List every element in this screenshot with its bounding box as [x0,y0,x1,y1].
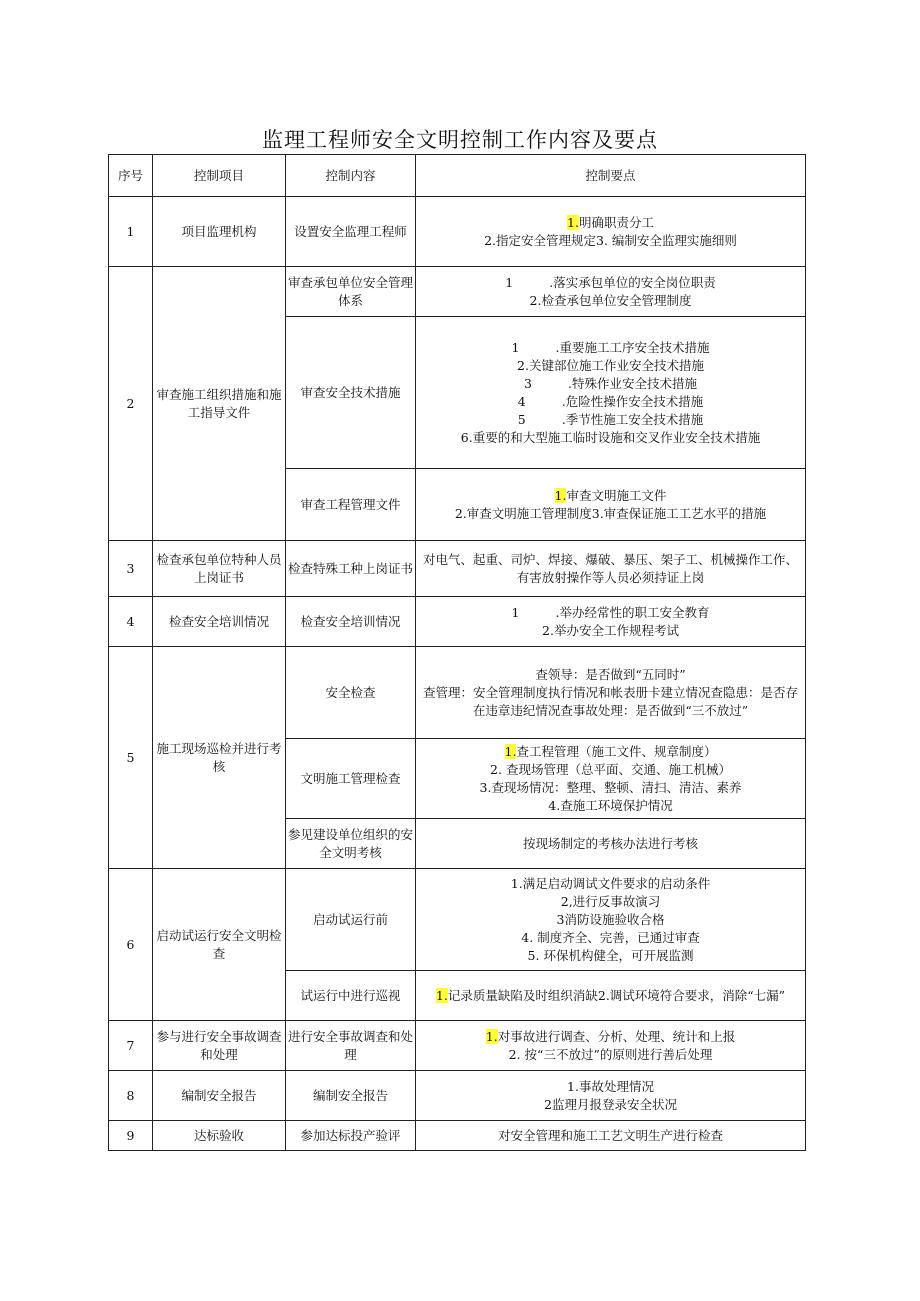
point-line [418,622,803,640]
point-number: 1. [435,987,448,1003]
control-content: 编制安全报告 [286,1071,416,1121]
point-text: 3消防设施验收合格 [556,911,665,927]
point-text: .重要施工工序安全技术措施 [555,339,710,355]
point-number: 1 [511,339,520,355]
control-points [416,469,806,541]
control-points [416,869,806,971]
point-text: 2.审查文明施工管理制度3.审查保证施工工艺水平的措施 [454,505,767,521]
point-line [418,551,803,587]
control-points [416,597,806,647]
point-line [418,797,803,815]
control-item: 项目监理机构 [153,197,286,267]
point-number: 1. [554,487,567,503]
point-text: 按现场制定的考核办法进行考核 [522,835,698,851]
row-number: 8 [109,1071,153,1121]
control-content: 文明施工管理检查 [286,739,416,819]
point-line [418,505,803,523]
control-points [416,1121,806,1151]
point-text: 明确职责分工 [578,214,654,230]
table-header-row [109,155,806,197]
point-number: 1. [567,214,579,230]
control-item: 启动试运行安全文明检查 [153,869,286,1021]
table-row [109,267,806,317]
point-line [418,232,803,250]
control-item: 施工现场巡检并进行考核 [153,647,286,869]
row-number: 1 [109,197,153,267]
point-text: 1.满足启动调试文件要求的启动条件 [510,875,711,891]
row-number: 2 [109,267,153,541]
point-text: 记录质量缺陷及时组织消缺2.调试环境符合要求，消除“七漏” [447,987,786,1003]
point-line [418,835,803,853]
point-text: 2.举办安全工作规程考试 [542,622,679,638]
point-line [418,743,803,761]
point-number: 1 [505,274,514,290]
control-item: 达标验收 [153,1121,286,1151]
point-number: 1 [511,604,520,620]
point-line [418,411,803,429]
control-item: 编制安全报告 [153,1071,286,1121]
control-content: 进行安全事故调查和处理 [286,1021,416,1071]
control-content: 审查承包单位安全管理体系 [286,267,416,317]
table-row [109,541,806,597]
point-number: 1. [504,743,517,759]
row-number: 9 [109,1121,153,1151]
control-points [416,317,806,469]
point-text: 查管理：安全管理制度执行情况和帐表册卡建立情况查隐患：是否存在违章违纪情况查事故处理：是否做到“三不放过” [422,684,798,718]
control-points [416,1071,806,1121]
control-content: 试运行中进行巡视 [286,971,416,1021]
control-content: 启动试运行前 [286,869,416,971]
point-line [418,875,803,893]
point-line [418,604,803,622]
point-line [418,987,803,1005]
point-line [418,292,803,310]
table-row [109,197,806,267]
control-content: 检查特殊工种上岗证书 [286,541,416,597]
point-line [418,893,803,911]
point-number: 3 [524,375,532,391]
control-content: 审查工程管理文件 [286,469,416,541]
control-content: 安全检查 [286,647,416,739]
point-text: 1.事故处理情况 [567,1078,654,1094]
point-line [418,666,803,684]
point-text: 对电气、起重、司炉、焊接、爆破、暴压、架子工、机械操作工作、有害放射操作等人员必须持证上岗 [422,551,798,585]
table-row [109,1021,806,1071]
control-content: 参加达标投产验评 [286,1121,416,1151]
point-text: .落实承包单位的安全岗位职责 [549,274,716,290]
point-text: .特殊作业安全技术措施 [567,375,697,391]
point-text: 对安全管理和施工工艺文明生产进行检查 [497,1127,723,1143]
table-row [109,869,806,971]
control-item: 审查施工组织措施和施工指导文件 [153,267,286,541]
control-points [416,971,806,1021]
point-text: 3.查现场情况：整理、整顿、清扫、清洁、素养 [479,779,742,795]
control-item: 检查承包单位特种人员上岗证书 [153,541,286,597]
table-row [109,1071,806,1121]
control-item: 参与进行安全事故调查和处理 [153,1021,286,1071]
point-line [418,429,803,447]
table-row [109,1121,806,1151]
control-content: 设置安全监理工程师 [286,197,416,267]
table-row [109,647,806,739]
point-text: 审查文明施工文件 [566,487,667,503]
point-text: 2. 按“三不放过”的原则进行善后处理 [508,1046,713,1062]
row-number: 5 [109,647,153,869]
control-table [108,154,806,1151]
point-text: .举办经常性的职工安全教育 [555,604,710,620]
control-content: 审查安全技术措施 [286,317,416,469]
row-number: 4 [109,597,153,647]
point-number: 1. [485,1028,498,1044]
page-title: 监理工程师安全文明控制工作内容及要点 [262,128,658,152]
control-points [416,197,806,267]
point-text: 2.指定安全管理规定3. 编制安全监理实施细则 [484,232,737,248]
point-line [418,214,803,232]
point-text: .季节性施工安全技术措施 [561,411,704,427]
header-no: 序号 [109,155,153,197]
point-line [418,357,803,375]
point-line [418,375,803,393]
point-text: 2.检查承包单位安全管理制度 [529,292,692,308]
point-line [418,779,803,797]
table-row [109,597,806,647]
control-points [416,647,806,739]
point-text: 2,进行反事故演习 [560,893,661,909]
point-text: 5. 环保机构健全，可开展监测 [527,947,694,963]
point-text: 4. 制度齐全、完善，已通过审查 [521,929,700,945]
row-number: 6 [109,869,153,1021]
control-points [416,541,806,597]
point-line [418,1127,803,1145]
point-text: 2. 查现场管理（总平面、交通、施工机械） [490,761,731,777]
point-text: 查工程管理（施工文件、规章制度） [516,743,717,759]
point-number: 5 [517,411,526,427]
point-text: 6.重要的和大型施工临时设施和交叉作业安全技术措施 [460,429,761,445]
point-text: 4.查施工环境保护情况 [548,797,673,813]
point-text: .危险性操作安全技术措施 [561,393,704,409]
point-line [418,761,803,779]
point-line [418,339,803,357]
row-number: 7 [109,1021,153,1071]
point-number: 4 [517,393,526,409]
point-line [418,684,803,720]
point-line [418,1028,803,1046]
point-line [418,1046,803,1064]
point-line [418,1078,803,1096]
point-line [418,487,803,505]
row-number: 3 [109,541,153,597]
control-content: 参见建设单位组织的安全文明考核 [286,819,416,869]
point-line [418,274,803,292]
control-points [416,819,806,869]
point-line [418,947,803,965]
control-points [416,267,806,317]
header-content: 控制内容 [286,155,416,197]
header-points: 控制要点 [416,155,806,197]
point-text: 2.关键部位施工作业安全技术措施 [517,357,704,373]
point-text: 2监理月报登录安全状况 [544,1096,677,1112]
control-points [416,739,806,819]
point-text: 查领导：是否做到“五同时” [535,666,686,682]
point-line [418,911,803,929]
point-line [418,929,803,947]
control-item: 检查安全培训情况 [153,597,286,647]
point-line [418,393,803,411]
control-content: 检查安全培训情况 [286,597,416,647]
header-item: 控制项目 [153,155,286,197]
point-line [418,1096,803,1114]
control-points [416,1021,806,1071]
point-text: 对事故进行调查、分析、处理、统计和上报 [497,1028,736,1044]
